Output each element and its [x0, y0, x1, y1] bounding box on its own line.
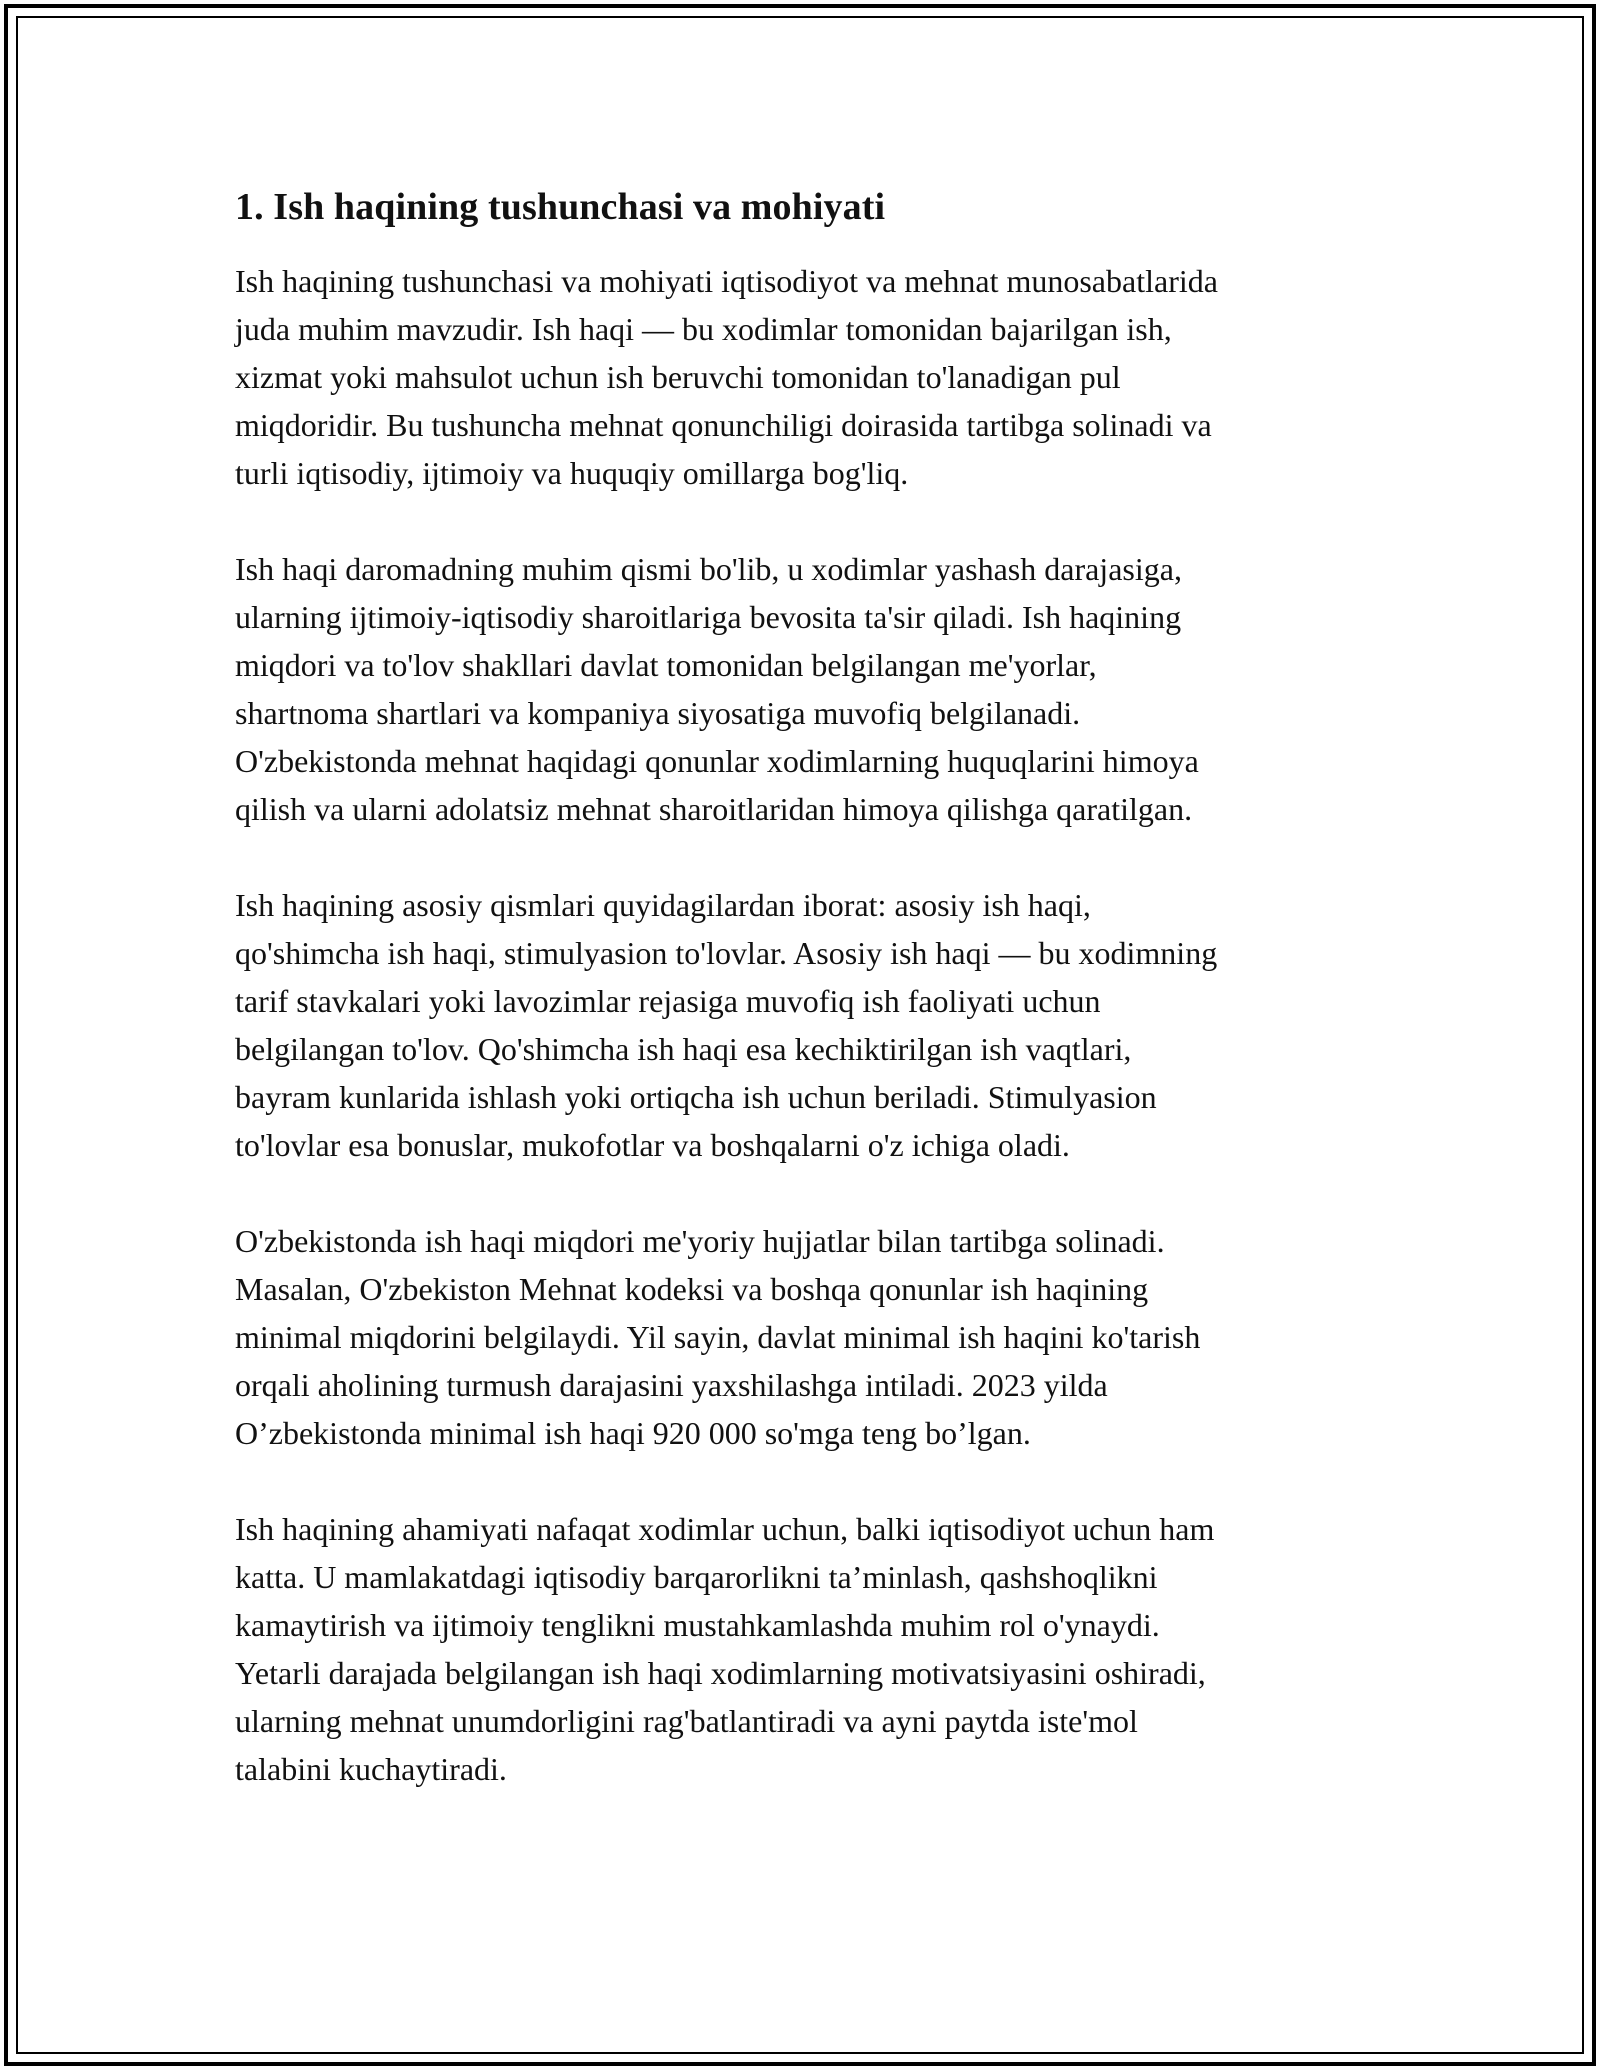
paragraph-line: miqdoridir. Bu tushuncha mehnat qonunchiligi doirasida tartibga solinadi va	[235, 406, 1212, 443]
paragraph-line: Masalan, O'zbekiston Mehnat kodeksi va boshqa qonunlar ish haqining	[235, 1270, 1149, 1307]
paragraph-4	[235, 1217, 1370, 1457]
paragraph-line: Ish haqining tushunchasi va mohiyati iqtisodiyot va mehnat munosabatlarida	[235, 262, 1218, 299]
paragraph-line: juda muhim mavzudir. Ish haqi — bu xodimlar tomonidan bajarilgan ish,	[235, 310, 1172, 347]
paragraph-line: qo'shimcha ish haqi, stimulyasion to'lovlar. Asosiy ish haqi — bu xodimning	[235, 934, 1218, 971]
paragraph-5	[235, 1505, 1370, 1793]
paragraph-line: orqali aholining turmush darajasini yaxshilashga intiladi. 2023 yilda	[235, 1366, 1108, 1403]
paragraph-line: to'lovlar esa bonuslar, mukofotlar va boshqalarni o'z ichiga oladi.	[235, 1126, 1070, 1163]
paragraph-line: turli iqtisodiy, ijtimoiy va huquqiy omillarga bog'liq.	[235, 454, 909, 491]
paragraph-line: belgilangan to'lov. Qo'shimcha ish haqi esa kechiktirilgan ish vaqtlari,	[235, 1030, 1132, 1067]
paragraph-line: xizmat yoki mahsulot uchun ish beruvchi tomonidan to'lanadigan pul	[235, 358, 1121, 395]
paragraph-line: miqdori va to'lov shakllari davlat tomonidan belgilangan me'yorlar,	[235, 646, 1097, 683]
paragraph-line: kamaytirish va ijtimoiy tenglikni mustahkamlashda muhim rol o'ynaydi.	[235, 1606, 1160, 1643]
paragraph-line: tarif stavkalari yoki lavozimlar rejasiga muvofiq ish faoliyati uchun	[235, 982, 1101, 1019]
paragraph-line: Ish haqining ahamiyati nafaqat xodimlar uchun, balki iqtisodiyot uchun ham	[235, 1510, 1215, 1547]
paragraph-line: shartnoma shartlari va kompaniya siyosatiga muvofiq belgilanadi.	[235, 694, 1081, 731]
paragraph-line: O'zbekistonda ish haqi miqdori me'yoriy hujjatlar bilan tartibga solinadi.	[235, 1222, 1165, 1259]
paragraph-1	[235, 257, 1370, 497]
section-title: 1. Ish haqining tushunchasi va mohiyati	[235, 186, 886, 228]
paragraph-line: O’zbekistonda minimal ish haqi 920 000 so'mga teng bo’lgan.	[235, 1414, 1031, 1451]
paragraph-line: minimal miqdorini belgilaydi. Yil sayin, davlat minimal ish haqini ko'tarish	[235, 1318, 1201, 1355]
paragraph-line: Ish haqining asosiy qismlari quyidagilardan iborat: asosiy ish haqi,	[235, 886, 1091, 923]
paragraph-line: katta. U mamlakatdagi iqtisodiy barqarorlikni ta’minlash, qashshoqlikni	[235, 1558, 1158, 1595]
document-body	[235, 185, 1370, 1841]
paragraph-line: qilish va ularni adolatsiz mehnat sharoitlaridan himoya qilishga qaratilgan.	[235, 790, 1193, 827]
paragraph-line: O'zbekistonda mehnat haqidagi qonunlar xodimlarning huquqlarini himoya	[235, 742, 1199, 779]
paragraph-line: ularning ijtimoiy-iqtisodiy sharoitlariga bevosita ta'sir qiladi. Ish haqining	[235, 598, 1182, 635]
paragraph-3	[235, 881, 1370, 1169]
paragraph-line: bayram kunlarida ishlash yoki ortiqcha ish uchun beriladi. Stimulyasion	[235, 1078, 1157, 1115]
paragraph-line: Yetarli darajada belgilangan ish haqi xodimlarning motivatsiyasini oshiradi,	[235, 1654, 1206, 1691]
paragraph-line: ularning mehnat unumdorligini rag'batlantiradi va ayni paytda iste'mol	[235, 1702, 1138, 1739]
paragraph-2	[235, 545, 1370, 833]
paragraph-line: Ish haqi daromadning muhim qismi bo'lib, u xodimlar yashash darajasiga,	[235, 550, 1182, 587]
paragraph-line: talabini kuchaytiradi.	[235, 1750, 507, 1787]
